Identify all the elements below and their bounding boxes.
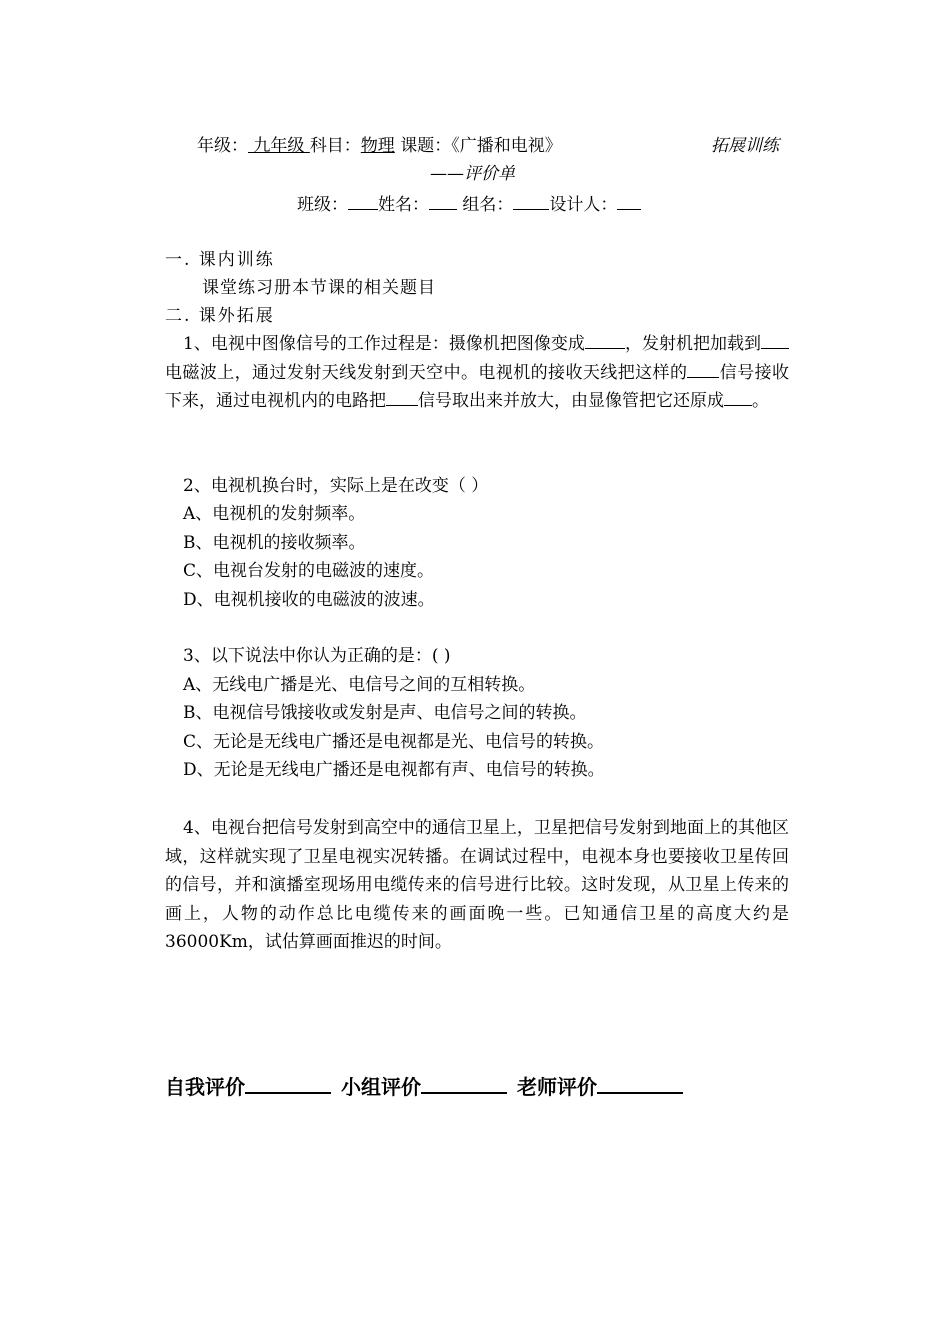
group-eval-blank[interactable] — [421, 1072, 507, 1094]
class-blank[interactable] — [348, 191, 378, 210]
question-4: 4、电视台把信号发射到高空中的通信卫星上，卫星把信号发射到地面上的其他区域，这样就实现了卫星电视实况转播。在调试过程中，电视本身也要接收卫星传回的信号，并和演播室现场用电缆传来的信号进行比较。这时发现，从卫星上传来的画上，人物的动作总比电缆传来的画面晚一些。已知通信卫星的高度大约是36000Km，试估算画面推迟的时间。 — [165, 818, 789, 952]
grade-label: 年级： — [197, 136, 248, 156]
question-3-option-c[interactable]: C、无论是无线电广播还是电视都是光、电信号的转换。 — [183, 732, 605, 752]
question-3-option-d[interactable]: D、无论是无线电广播还是电视都有声、电信号的转换。 — [183, 760, 605, 780]
q1-blank-2[interactable] — [761, 330, 789, 349]
q1-blank-5[interactable] — [724, 387, 752, 406]
question-2-option-a[interactable]: A、电视机的发射频率。 — [183, 504, 366, 524]
section-1-content: 课堂练习册本节课的相关题目 — [202, 278, 436, 298]
question-2-stem: 2、电视机换台时，实际上是在改变（ ） — [183, 476, 489, 496]
question-3-option-b[interactable]: B、电视信号饿接收或发射是声、电信号之间的转换。 — [183, 703, 587, 723]
question-3-stem: 3、以下说法中你认为正确的是：( ) — [183, 646, 451, 666]
evaluation-footer — [165, 1071, 693, 1100]
question-2-option-b[interactable]: B、电视机的接收频率。 — [183, 533, 366, 553]
class-label: 班级： — [297, 195, 348, 215]
q1-blank-4[interactable] — [386, 387, 418, 406]
q1-blank-3[interactable] — [687, 359, 719, 378]
subject-label: 科目： — [309, 136, 361, 156]
section-2-title: 二. 课外拓展 — [165, 306, 275, 326]
section-1-title: 一. 课内训练 — [165, 250, 275, 270]
teacher-eval-label: 老师评价 — [517, 1075, 597, 1099]
question-3-option-a[interactable]: A、无线电广播是光、电信号之间的互相转换。 — [183, 675, 536, 695]
grade-value: 九年级 — [248, 136, 310, 156]
designer-label: 设计人： — [549, 195, 618, 215]
question-2-option-d[interactable]: D、电视机接收的电磁波的波速。 — [183, 590, 435, 610]
training-type: 拓展训练 — [711, 136, 779, 156]
designer-blank[interactable] — [617, 191, 641, 210]
header-line — [197, 134, 562, 158]
self-eval-label: 自我评价 — [165, 1075, 245, 1099]
name-label: 姓名： — [378, 195, 429, 215]
question-1: 1、电视中图像信号的工作过程是：摄像机把图像变成 ，发射机把加载到电磁波上，通过发射天线发射到天空中。电视机的接收天线把这样的 信号接收下来，通过电视机内的电路把 信号取出来并放大，由显像管把它还原成 。 — [165, 330, 789, 416]
name-blank[interactable] — [429, 191, 457, 210]
group-label: 组名： — [457, 195, 514, 215]
worksheet-subtitle: ——评价单 — [430, 164, 515, 184]
q1-blank-1[interactable] — [585, 330, 625, 349]
group-blank[interactable] — [513, 191, 549, 210]
question-2-option-c[interactable]: C、电视台发射的电磁波的速度。 — [183, 561, 435, 581]
self-eval-blank[interactable] — [245, 1072, 331, 1094]
teacher-eval-blank[interactable] — [597, 1072, 683, 1094]
student-info-line — [297, 191, 641, 217]
group-eval-label: 小组评价 — [341, 1075, 421, 1099]
lesson-topic: 课题：《广播和电视》 — [394, 136, 562, 156]
subject-value: 物理 — [360, 136, 395, 156]
